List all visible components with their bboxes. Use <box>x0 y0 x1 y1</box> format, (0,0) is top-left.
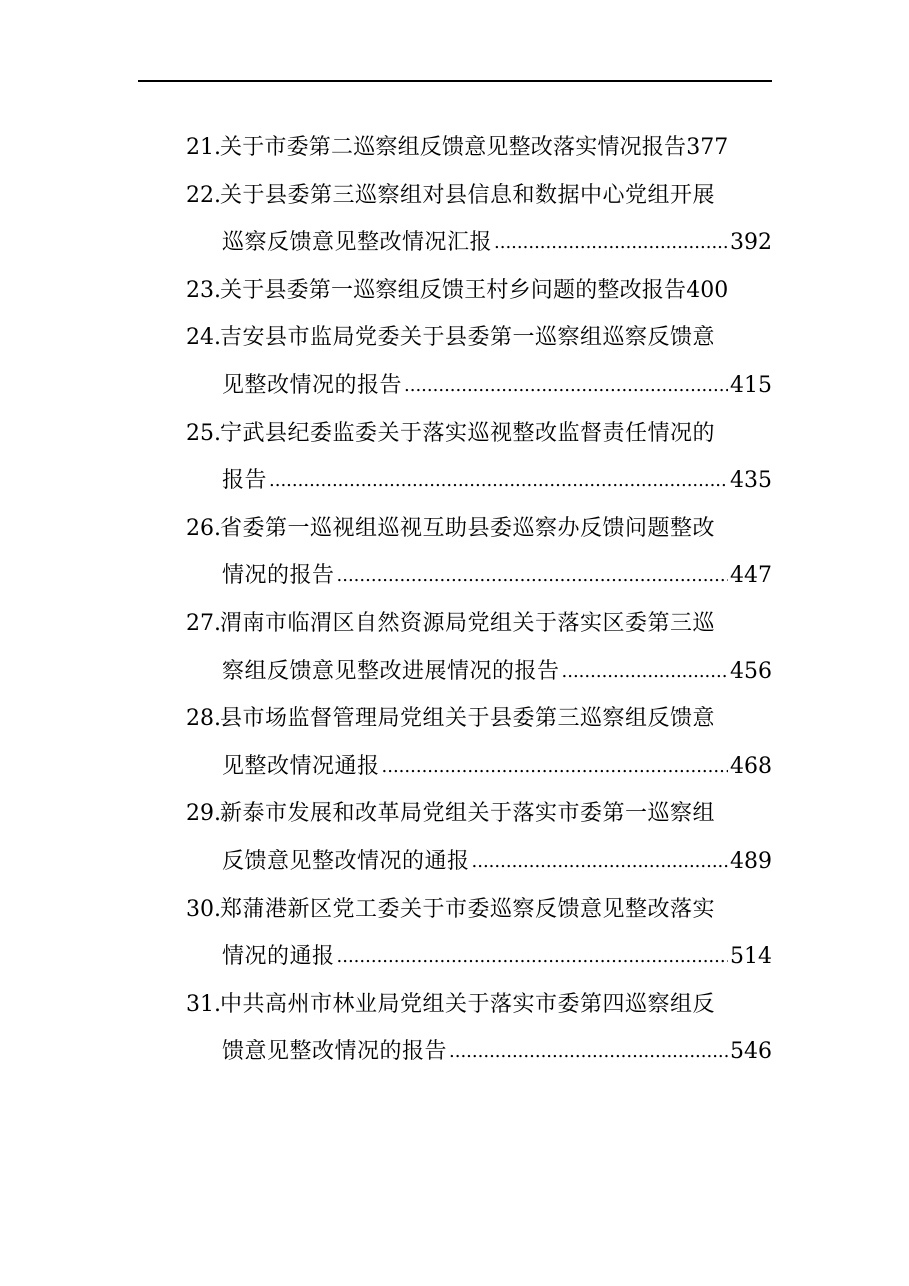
toc-entry-page: 546 <box>730 1039 772 1065</box>
toc-entry-title: 中共高州市林业局党组关于落实市委第四巡察组反 <box>220 991 716 1017</box>
toc-entry-number: 21. <box>186 135 221 160</box>
toc-entry-26-continuation[interactable] <box>186 552 772 600</box>
toc-entry-number: 24. <box>186 325 221 351</box>
dot-leader <box>382 743 728 791</box>
table-of-contents <box>186 124 772 1076</box>
dot-leader <box>562 648 728 696</box>
toc-entry-title: 渭南市临渭区自然资源局党组关于落实区委第三巡 <box>220 610 716 636</box>
toc-entry-23[interactable] <box>186 267 772 315</box>
toc-entry-27[interactable] <box>186 600 772 648</box>
toc-entry-29[interactable] <box>186 790 772 838</box>
toc-entry-title-continued: 反馈意见整改情况的通报 <box>222 848 470 874</box>
toc-entry-29-continuation[interactable] <box>186 838 772 886</box>
dot-leader <box>337 933 728 981</box>
toc-entry-26[interactable] <box>186 505 772 553</box>
toc-entry-number: 26. <box>186 515 221 541</box>
dot-leader <box>449 1028 728 1076</box>
toc-entry-number: 25. <box>186 420 221 446</box>
toc-entry-title-continued: 情况的报告 <box>222 563 335 589</box>
toc-entry-page: 392 <box>730 230 772 256</box>
toc-entry-number: 22. <box>186 182 221 208</box>
toc-entry-title: 宁武县纪委监委关于落实巡视整改监督责任情况的 <box>220 420 716 446</box>
toc-entry-number: 29. <box>186 801 221 827</box>
toc-entry-25[interactable] <box>186 410 772 458</box>
toc-entry-number: 30. <box>186 896 221 922</box>
toc-entry-page: 456 <box>730 658 772 684</box>
toc-entry-22-continuation[interactable] <box>186 219 772 267</box>
toc-entry-24-continuation[interactable] <box>186 362 772 410</box>
toc-entry-title: 关于县委第三巡察组对县信息和数据中心党组开展 <box>220 182 716 208</box>
toc-entry-title-continued: 情况的通报 <box>222 944 335 970</box>
dot-leader <box>404 362 728 410</box>
toc-entry-title: 县市场监督管理局党组关于县委第三巡察组反馈意 <box>220 706 716 732</box>
toc-entry-title-continued: 见整改情况通报 <box>222 753 380 779</box>
dot-leader <box>494 219 728 267</box>
toc-entry-number: 23. <box>186 277 221 303</box>
toc-entry-25-continuation[interactable] <box>186 457 772 505</box>
toc-entry-page: 415 <box>730 372 772 398</box>
toc-entry-30[interactable] <box>186 886 772 934</box>
toc-entry-title: 新泰市发展和改革局党组关于落实市委第一巡察组 <box>220 801 716 827</box>
toc-entry-page: 377 <box>686 135 729 160</box>
toc-entry-page: 400 <box>686 277 729 303</box>
toc-entry-24[interactable] <box>186 314 772 362</box>
toc-entry-28-continuation[interactable] <box>186 743 772 791</box>
header-rule <box>138 80 772 82</box>
toc-entry-title: 省委第一巡视组巡视互助县委巡察办反馈问题整改 <box>220 515 716 541</box>
toc-entry-27-continuation[interactable] <box>186 648 772 696</box>
toc-entry-title-continued: 报告 <box>222 468 268 494</box>
toc-entry-title: 吉安县市监局党委关于县委第一巡察组巡察反馈意 <box>220 325 716 351</box>
dot-leader <box>269 457 728 505</box>
toc-entry-title-continued: 见整改情况的报告 <box>222 372 403 398</box>
toc-entry-page: 514 <box>730 944 772 970</box>
toc-entry-30-continuation[interactable] <box>186 933 772 981</box>
toc-entry-title-continued: 巡察反馈意见整改情况汇报 <box>222 230 493 256</box>
toc-entry-28[interactable] <box>186 695 772 743</box>
toc-entry-31[interactable] <box>186 981 772 1029</box>
toc-entry-title: 关于县委第一巡察组反馈王村乡问题的整改报告 <box>220 277 687 303</box>
dot-leader <box>337 552 728 600</box>
toc-entry-page: 468 <box>730 753 772 779</box>
toc-entry-number: 27. <box>186 610 221 636</box>
toc-entry-page: 447 <box>730 563 772 589</box>
toc-entry-page: 489 <box>730 848 772 874</box>
toc-entry-title-continued: 察组反馈意见整改进展情况的报告 <box>222 658 560 684</box>
toc-entry-number: 28. <box>186 706 221 732</box>
toc-entry-22[interactable] <box>186 172 772 220</box>
toc-entry-title: 郑蒲港新区党工委关于市委巡察反馈意见整改落实 <box>220 896 716 922</box>
toc-entry-title: 关于市委第二巡察组反馈意见整改落实情况报告 <box>220 135 687 160</box>
toc-entry-31-continuation[interactable] <box>186 1028 772 1076</box>
toc-entry-number: 31. <box>186 991 221 1017</box>
toc-entry-title-continued: 馈意见整改情况的报告 <box>222 1039 448 1065</box>
dot-leader <box>472 838 728 886</box>
toc-entry-page: 435 <box>730 468 772 494</box>
toc-entry-21[interactable] <box>186 124 772 172</box>
